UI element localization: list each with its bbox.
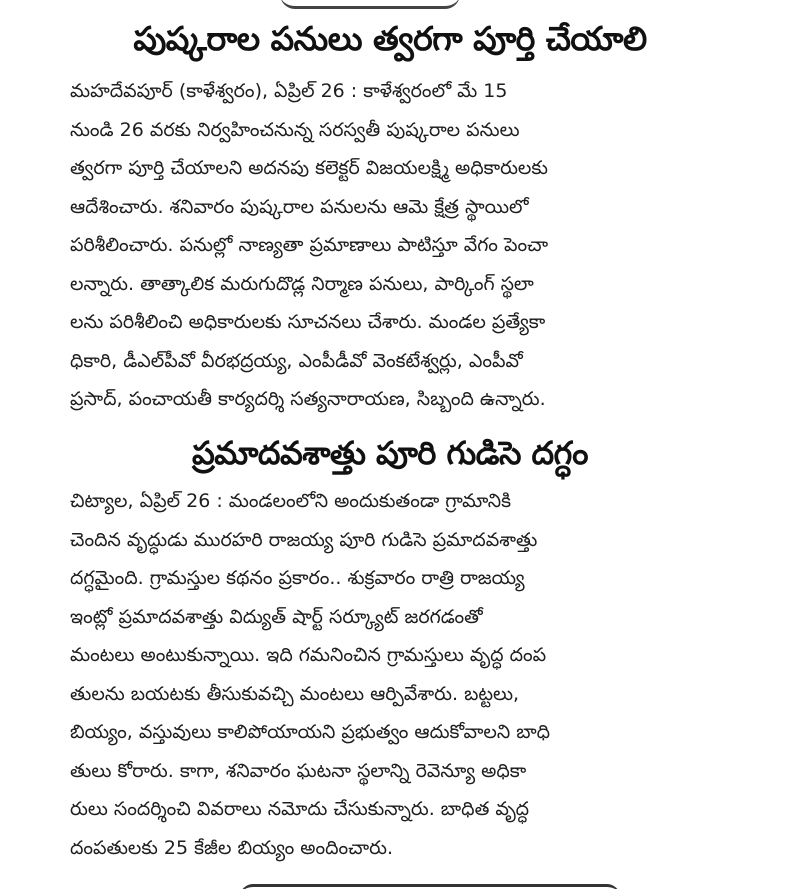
- cut-off-previous-text: [0, 0, 800, 10]
- article-pushkaralu: [70, 12, 710, 419]
- article-body: మహదేవపూర్ (కాళేశ్వరం), ఏప్రిల్ 26 : కాళేశ్వరంలో మే 15 నుండి 26 వరకు నిర్వహించనున్న సరస్వతీ పుష్కరాల పనులు త్వరగా పూర్తి చేయాలని అదనపు కలెక్టర్ విజయలక్ష్మి అధికారులకు ఆదేశించారు. శనివారం పుష్కరాల పనులను ఆమె క్షేత్ర స్థాయిలో పరిశీలించారు. పనుల్లో నాణ్యతా ప్రమాణాలు పాటిస్తూ వేగం పెంచా లన్నారు. తాత్కాలిక మరుగుదొడ్ల నిర్మాణ పనులు, పార్కింగ్ స్థలా లను పరిశీలించి అధికారులకు సూచనలు చేశారు. మండల ప్రత్యేకా ధికారి, డీఎల్‌పీవో వీరభద్రయ్య, ఎంపీడీవో వెంకటేశ్వర్లు, ఎంపీవో ప్రసాద్, పంచాయతీ కార్యదర్శి సత్యనారాయణ, సిబ్బంది ఉన్నారు.: [70, 80, 549, 410]
- article-hut-fire: [70, 426, 710, 867]
- cut-off-next-text: [0, 879, 800, 889]
- article-headline: పుష్కరాల పనులు త్వరగా పూర్తి చేయాలి: [133, 19, 647, 58]
- cut-glyph-fragment: [240, 884, 620, 889]
- cut-glyph-fragment: [280, 0, 460, 9]
- article-headline: ప్రమాదవశాత్తు పూరి గుడిసె దగ్ధం: [191, 434, 589, 472]
- article-body: చిట్యాల, ఏప్రిల్ 26 : మండలంలోని అందుకుతండా గ్రామానికి చెందిన వృద్ధుడు మురహరి రాజయ్య పూరి గుడిసె ప్రమాదవశాత్తు దగ్ధమైంది. గ్రామస్తుల కథనం ప్రకారం.. శుక్రవారం రాత్రి రాజయ్య ఇంట్లో ప్రమాదవశాత్తు విద్యుత్ షార్ట్ సర్క్యూట్ జరగడంతో మంటలు అంటుకున్నాయి. ఇది గమనించిన గ్రామస్తులు వృద్ధ దంప తులను బయటకు తీసుకువచ్చి మంటలు ఆర్పివేశారు. బట్టలు, బియ్యం, వస్తువులు కాలిపోయాయని ప్రభుత్వం ఆదుకోవాలని బాధి తులు కోరారు. కాగా, శనివారం ఘటనా స్థలాన్ని రెవెన్యూ అధికా రులు సందర్శించి వివరాలు నమోదు చేసుకున్నారు. బాధిత వృద్ధ దంపతులకు 25 కేజీల బియ్యం అందించారు.: [70, 490, 551, 859]
